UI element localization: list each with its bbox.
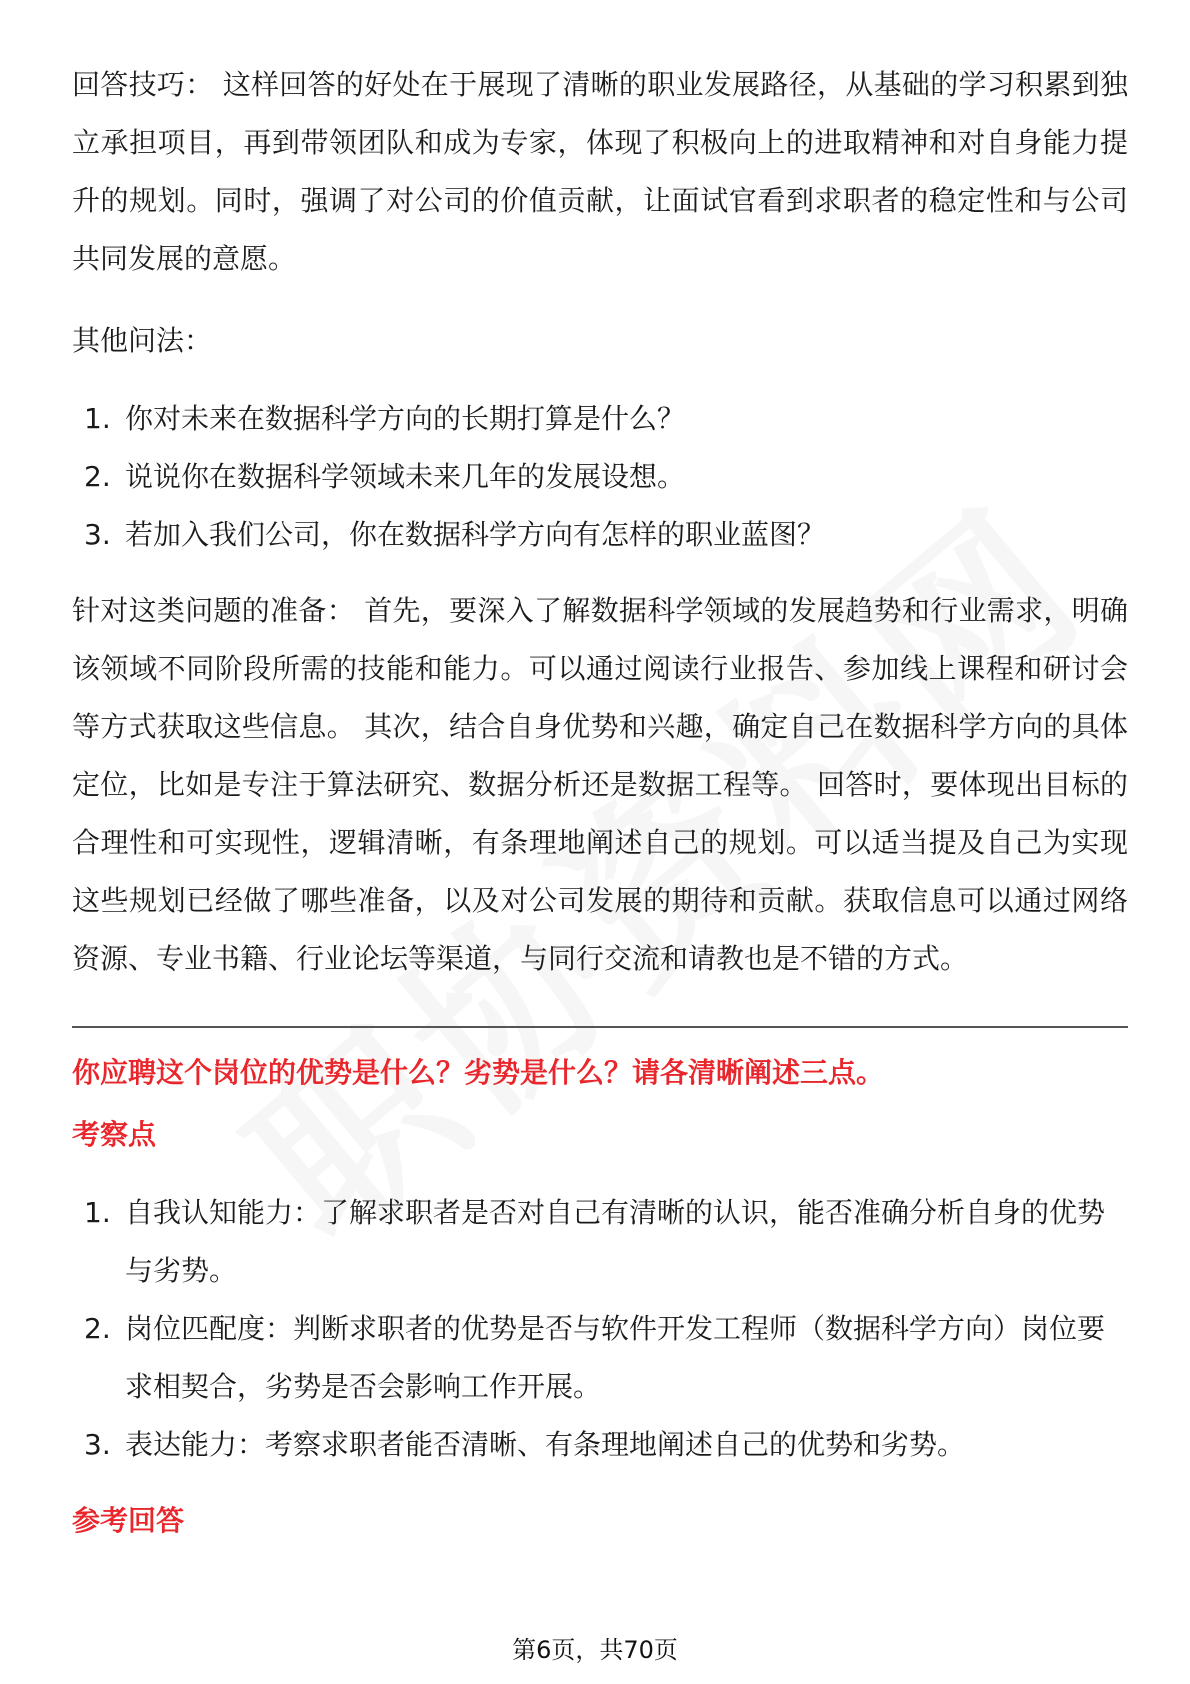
list-item <box>72 390 1128 448</box>
reference-answer-heading: 参考回答 <box>72 1504 185 1537</box>
question-title: 你应聘这个岗位的优势是什么？劣势是什么？请各清晰阐述三点。 <box>72 1056 885 1089</box>
list-item-text: 表达能力：考察求职者能否清晰、有条理地阐述自己的优势和劣势。 <box>125 1428 966 1461</box>
list-item-text: 若加入我们公司，你在数据科学方向有怎样的职业蓝图？ <box>125 518 826 551</box>
document-page <box>72 56 1128 1550</box>
preparation-paragraph: 针对这类问题的准备： 首先，要深入了解数据科学领域的发展趋势和行业需求，明确该领域不同阶段所需的技能和能力。可以通过阅读行业报告、参加线上课程和研讨会等方式获取这些信息。 其次，结合自身优势和兴趣，确定自己在数据科学方向的具体定位，比如是专注于算法研究、数据分析还是数据工程等。 回答时，要体现出目标的合理性和可实现性，逻辑清晰，有条理地阐述自己的规划。可以适当提及自己为实现这些规划已经做了哪些准备，以及对公司发展的期待和贡献。获取信息可以通过网络资源、专业书籍、行业论坛等渠道，与同行交流和请教也是不错的方式。 <box>72 594 1128 975</box>
list-item <box>72 1184 1128 1300</box>
other-questions-list <box>72 390 1128 564</box>
answer-tips-paragraph: 回答技巧： 这样回答的好处在于展现了清晰的职业发展路径，从基础的学习积累到独立承担项目，再到带领团队和成为专家，体现了积极向上的进取精神和对自身能力提升的规划。同时，强调了对公司的价值贡献，让面试官看到求职者的稳定性和与公司共同发展的意愿。 <box>72 68 1128 275</box>
list-item-number: 2. <box>84 1312 111 1345</box>
section-divider <box>72 1026 1128 1028</box>
list-item-number: 3. <box>84 518 111 551</box>
list-item <box>72 1300 1128 1416</box>
page-number-footer: 第6页，共70页 <box>512 1636 678 1664</box>
list-item-number: 3. <box>84 1428 111 1461</box>
list-item-text: 自我认知能力：了解求职者是否对自己有清晰的认识，能否准确分析自身的优势与劣势。 <box>125 1196 1106 1287</box>
other-questions-label: 其他问法： <box>72 324 213 357</box>
list-item-text: 你对未来在数据科学方向的长期打算是什么？ <box>125 402 686 435</box>
examination-points-list <box>72 1184 1128 1474</box>
list-item-text: 说说你在数据科学领域未来几年的发展设想。 <box>125 460 686 493</box>
list-item-number: 2. <box>84 460 111 493</box>
list-item-number: 1. <box>84 1196 111 1229</box>
list-item <box>72 1416 1128 1474</box>
examination-points-heading: 考察点 <box>72 1118 157 1151</box>
list-item <box>72 448 1128 506</box>
list-item-text: 岗位匹配度：判断求职者的优势是否与软件开发工程师（数据科学方向）岗位要求相契合，劣势是否会影响工作开展。 <box>125 1312 1106 1403</box>
list-item <box>72 506 1128 564</box>
list-item-number: 1. <box>84 402 111 435</box>
